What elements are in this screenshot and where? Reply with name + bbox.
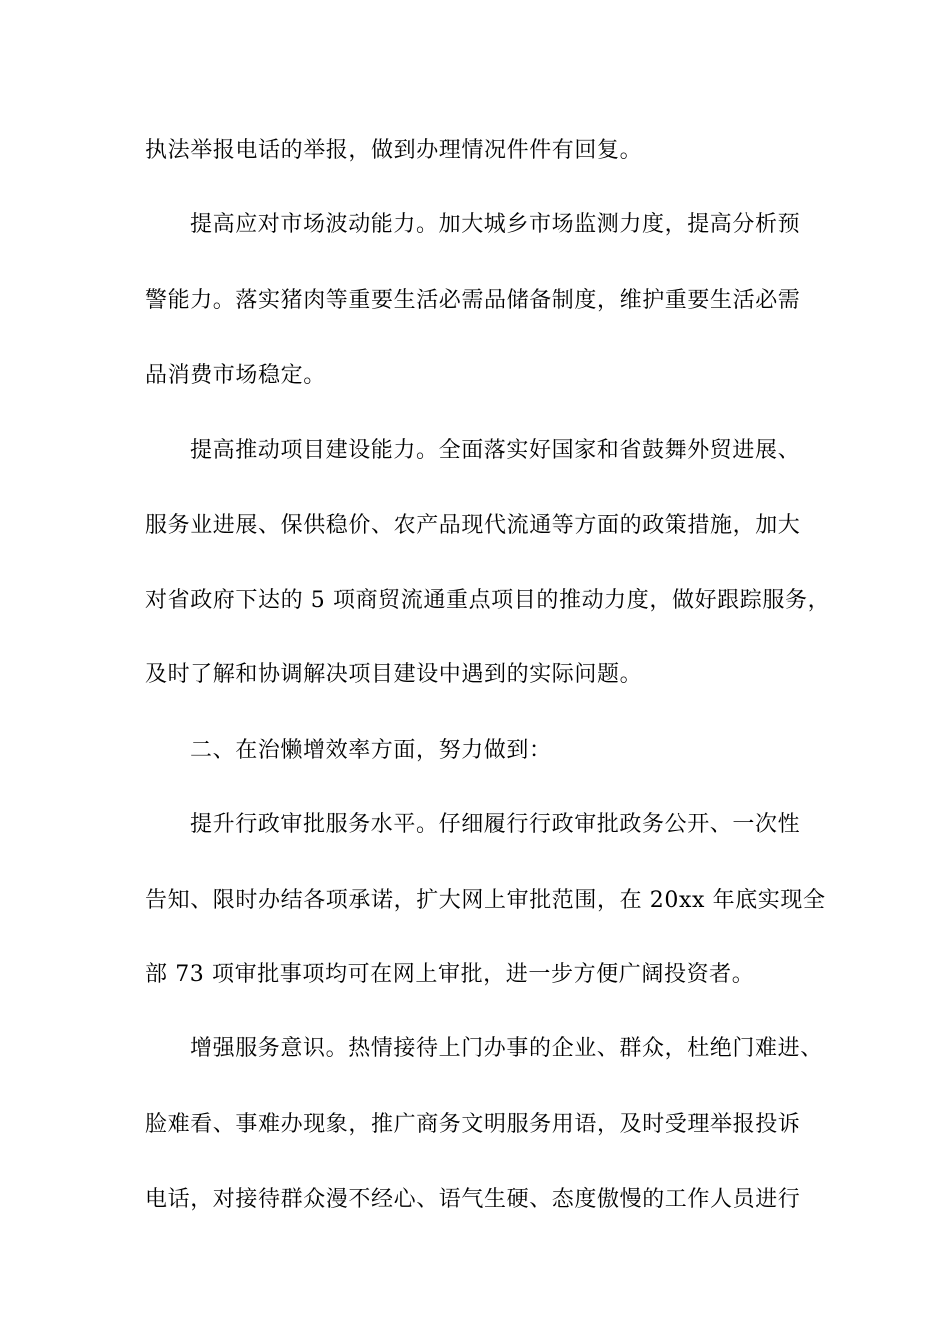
text-line: 电话，对接待群众漫不经心、语气生硬、态度傲慢的工作人员进行 — [145, 1187, 801, 1212]
text-line: 品消费市场稳定。 — [145, 363, 326, 388]
text-line: 对省政府下达的 5 项商贸流通重点项目的推动力度，做好跟踪服务， — [145, 588, 831, 613]
text-line: 执法举报电话的举报，做到办理情况件件有回复。 — [145, 138, 643, 163]
text-line: 警能力。落实猪肉等重要生活必需品储备制度，维护重要生活必需 — [145, 288, 801, 313]
paragraph-start-line: 增强服务意识。热情接待上门办事的企业、群众，杜绝门难进、 — [190, 1036, 823, 1061]
paragraph-start-line: 提升行政审批服务水平。仔细履行行政审批政务公开、一次性 — [190, 812, 801, 837]
text-line: 及时了解和协调解决项目建设中遇到的实际问题。 — [145, 662, 643, 687]
text-line: 脸难看、事难办现象，推广商务文明服务用语，及时受理举报投诉 — [145, 1112, 801, 1137]
text-line: 服务业进展、保供稳价、农产品现代流通等方面的政策措施，加大 — [145, 513, 801, 538]
paragraph-start-line: 提高应对市场波动能力。加大城乡市场监测力度，提高分析预 — [190, 212, 801, 237]
text-line: 告知、限时办结各项承诺，扩大网上审批范围，在 20xx 年底实现全 — [145, 888, 826, 913]
text-line: 部 73 项审批事项均可在网上审批，进一步方便广阔投资者。 — [145, 962, 755, 987]
section-heading: 二、在治懒增效率方面，努力做到： — [190, 738, 552, 763]
paragraph-start-line: 提高推动项目建设能力。全面落实好国家和省鼓舞外贸进展、 — [190, 438, 801, 463]
